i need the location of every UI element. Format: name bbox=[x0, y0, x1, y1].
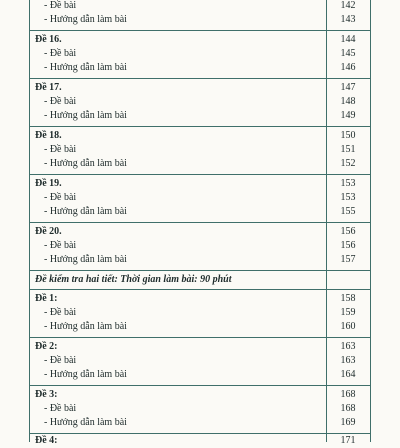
toc-entry-heading bbox=[30, 81, 370, 95]
toc-entry-label: - Hướng dẫn làm bài bbox=[44, 62, 127, 73]
toc-entry-page: 150 bbox=[340, 130, 356, 141]
toc-entry-item bbox=[30, 205, 370, 219]
partial-entry-page: 171 bbox=[340, 435, 356, 446]
toc-entry-page: 149 bbox=[340, 110, 356, 121]
toc-entry-page: 156 bbox=[340, 240, 356, 251]
toc-entry-item bbox=[30, 13, 370, 27]
toc-entry-page: 168 bbox=[340, 389, 356, 400]
toc-entry-item bbox=[30, 416, 370, 430]
toc-entry-page: 158 bbox=[340, 293, 356, 304]
toc-entry-item bbox=[30, 320, 370, 334]
toc-entry-page: 142 bbox=[340, 0, 356, 11]
toc-entry-label: - Hướng dẫn làm bài bbox=[44, 14, 127, 25]
toc-entry-item bbox=[30, 368, 370, 382]
toc-entry-item bbox=[30, 95, 370, 109]
toc-group bbox=[30, 223, 370, 271]
toc-entry-page: 151 bbox=[340, 144, 356, 155]
toc-entry-label: - Đề bài bbox=[44, 96, 77, 107]
toc-entry-label: - Đề bài bbox=[44, 307, 77, 318]
top-groups bbox=[30, 0, 370, 271]
toc-entry-label: Đề 18. bbox=[35, 130, 62, 141]
toc-entry-heading bbox=[30, 292, 370, 306]
toc-entry-label: Đề 17. bbox=[35, 82, 62, 93]
toc-entry-page: 160 bbox=[340, 321, 356, 332]
toc-entry-heading bbox=[30, 33, 370, 47]
toc-entry-heading bbox=[30, 129, 370, 143]
toc-entry-page: 163 bbox=[340, 355, 356, 366]
toc-entry-label: - Đề bài bbox=[44, 355, 77, 366]
toc-entry-page: 143 bbox=[340, 14, 356, 25]
toc-entry-item bbox=[30, 306, 370, 320]
toc-entry-item bbox=[30, 239, 370, 253]
toc-entry-page: 164 bbox=[340, 369, 356, 380]
toc-entry-item bbox=[30, 253, 370, 267]
toc-entry-label: Đề 2: bbox=[35, 341, 58, 352]
toc-group bbox=[30, 127, 370, 175]
toc-entry-item bbox=[30, 109, 370, 123]
toc-entry-item bbox=[30, 47, 370, 61]
toc-entry-page: 153 bbox=[340, 192, 356, 203]
toc-entry-label: - Hướng dẫn làm bài bbox=[44, 369, 127, 380]
toc-entry-item bbox=[30, 191, 370, 205]
toc-entry-label: Đề 20. bbox=[35, 226, 62, 237]
partial-entry bbox=[30, 434, 370, 446]
toc-entry-item bbox=[30, 157, 370, 171]
toc-entry-label: Đề 16. bbox=[35, 34, 62, 45]
toc-group bbox=[30, 31, 370, 79]
toc-entry-page: 155 bbox=[340, 206, 356, 217]
toc-entry-item bbox=[30, 402, 370, 416]
toc-entry-label: - Hướng dẫn làm bài bbox=[44, 158, 127, 169]
toc-entry-label: - Đề bài bbox=[44, 144, 77, 155]
toc-entry-label: - Hướng dẫn làm bài bbox=[44, 321, 127, 332]
toc-entry-label: Đề 3: bbox=[35, 389, 58, 400]
toc-entry-page: 169 bbox=[340, 417, 356, 428]
toc-entry-item bbox=[30, 143, 370, 157]
toc-entry-page: 168 bbox=[340, 403, 356, 414]
toc-entry-label: - Hướng dẫn làm bài bbox=[44, 110, 127, 121]
toc-group bbox=[30, 338, 370, 386]
toc-entry-item bbox=[30, 0, 370, 13]
toc-entry-label: - Hướng dẫn làm bài bbox=[44, 417, 127, 428]
toc-entry-page: 153 bbox=[340, 178, 356, 189]
toc-entry-page: 163 bbox=[340, 341, 356, 352]
toc-entry-page: 144 bbox=[340, 34, 356, 45]
toc-entry-page: 146 bbox=[340, 62, 356, 73]
bottom-groups bbox=[30, 290, 370, 434]
toc-entry-item bbox=[30, 61, 370, 75]
toc-entry-label: Đề 19. bbox=[35, 178, 62, 189]
toc-entry-page: 145 bbox=[340, 48, 356, 59]
toc-entry-page: 156 bbox=[340, 226, 356, 237]
toc-entry-label: - Đề bài bbox=[44, 403, 77, 414]
toc-entry-page: 152 bbox=[340, 158, 356, 169]
toc-entry-label: - Đề bài bbox=[44, 0, 77, 11]
toc-entry-item bbox=[30, 354, 370, 368]
toc-entry-page: 157 bbox=[340, 254, 356, 265]
table-of-contents bbox=[29, 0, 371, 446]
toc-group bbox=[30, 175, 370, 223]
toc-entry-heading bbox=[30, 340, 370, 354]
toc-group bbox=[30, 79, 370, 127]
toc-entry-page: 147 bbox=[340, 82, 356, 93]
toc-entry-heading bbox=[30, 388, 370, 402]
toc-entry-label: - Hướng dẫn làm bài bbox=[44, 206, 127, 217]
toc-entry-label: - Đề bài bbox=[44, 240, 77, 251]
toc-entry-label: - Hướng dẫn làm bài bbox=[44, 254, 127, 265]
toc-entry-label: - Đề bài bbox=[44, 192, 77, 203]
toc-group bbox=[30, 290, 370, 338]
toc-group bbox=[30, 0, 370, 31]
toc-body bbox=[30, 0, 370, 446]
toc-entry-heading bbox=[30, 225, 370, 239]
toc-entry-page: 159 bbox=[340, 307, 356, 318]
partial-entry-label: Đề 4: bbox=[35, 435, 58, 446]
toc-entry-label: - Đề bài bbox=[44, 48, 77, 59]
section-title: Đề kiểm tra hai tiết: Thời gian làm bài: 90 phút bbox=[30, 271, 370, 290]
toc-entry-page: 148 bbox=[340, 96, 356, 107]
toc-entry-heading bbox=[30, 177, 370, 191]
toc-entry-label: Đề 1: bbox=[35, 293, 58, 304]
toc-group bbox=[30, 386, 370, 434]
